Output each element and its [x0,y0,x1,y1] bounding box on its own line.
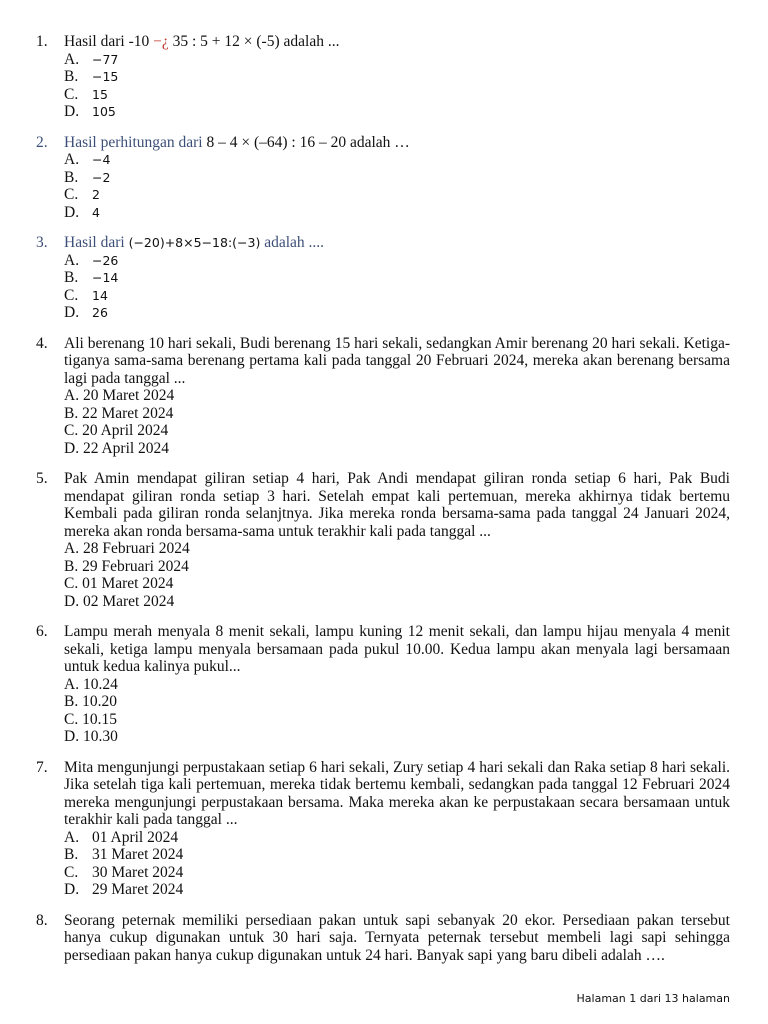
option-b: B. 29 Februari 2024 [64,557,189,575]
question-3 [36,234,730,322]
question-number: 1. [36,33,48,50]
question-4 [36,335,730,458]
option-value: 14 [92,287,108,303]
options-list [64,540,730,610]
option-d [64,304,730,322]
question-7 [36,759,730,899]
question-text-part: Hasil dari [64,234,129,251]
option-a: A. 10.24 [64,675,118,693]
option-value: 4 [92,204,100,220]
question-number: 3. [36,234,48,251]
option-letter: B. [64,846,79,863]
option-value: −77 [92,51,119,67]
question-6 [36,623,730,746]
question-text: Lampu merah menyala 8 menit sekali, lampu kuning 12 menit sekali, dan lampu hijau menyala 4 menit sekali, ketiga lampu menyala bersamaan pada pukul 10.00. Kedua lampu akan menyala lagi bersamaan untuk kedua kalinya pukul... [64,623,730,675]
option-letter: C. [64,863,79,881]
question-text-part: Hasil dari -10 [64,33,154,50]
question-text: Seorang peternak memiliki persediaan pakan untuk sapi sebanyak 20 ekor. Persediaan pakan tersebut hanya cukup digunakan untuk 30 hari saja. Ternyata peternak tersebut membeli lagi sapi sehingga persediaan pakan hanya cukup digunakan untuk 24 hari. Banyak sapi yang baru dibeli adalah …. [64,911,730,964]
option-a: A. 20 Maret 2024 [64,387,175,404]
option-b: B. 10.20 [64,693,117,710]
question-1 [36,33,730,121]
worksheet-page [36,33,730,977]
option-letter: B. [64,269,79,286]
question-math: 8 – 4 × (–64) : 16 – 20 [206,133,347,151]
page-footer: Halaman 1 dari 13 halaman [576,992,730,1005]
option-d: D. 22 April 2024 [64,439,170,457]
option-value: −4 [92,152,111,167]
option-letter: D. [64,203,80,221]
option-c [64,86,730,104]
option-c: C. 10.15 [64,710,117,728]
question-number: 7. [36,758,48,776]
option-a [64,151,730,169]
option-letter: C. [64,286,79,304]
option-b [64,68,730,86]
question-text-part: Hasil perhitungan dari [64,133,207,151]
option-letter: C. [64,85,79,103]
option-value: 30 Maret 2024 [92,863,184,881]
option-b [64,269,730,287]
option-a [64,829,730,847]
option-value: −15 [92,69,119,84]
question-8 [36,912,730,965]
options-list [64,252,730,322]
question-text [64,33,730,51]
question-number: 8. [36,911,48,929]
option-a: A. 28 Februari 2024 [64,540,190,557]
option-c: C. 20 April 2024 [64,422,169,439]
options-list [64,51,730,121]
option-value: 01 April 2024 [92,828,179,846]
option-a [64,252,730,270]
question-text [64,134,730,152]
option-a [64,51,730,69]
option-letter: A. [64,828,80,846]
options-list [64,387,730,457]
option-letter: C. [64,186,79,203]
option-value: −26 [92,252,119,268]
option-d: D. 10.30 [64,728,118,745]
question-text-part: 35 : 5 + 12 × (-5) adalah ... [168,33,340,50]
option-c [64,186,730,204]
option-value: 26 [92,305,108,320]
options-list [64,829,730,899]
option-value: 31 Maret 2024 [92,846,184,863]
option-d [64,103,730,121]
option-value: 15 [92,86,108,102]
option-c [64,287,730,305]
question-text-glitch: −¿ [153,33,169,50]
option-letter: A. [64,50,80,68]
option-value: 2 [92,187,100,202]
question-text: Ali berenang 10 hari sekali, Budi berenang 15 hari sekali, sedangkan Amir berenang 20 hari sekali. Ketiga-tiganya sama-sama berenang pertama kali pada tanggal 20 Februari 2024, mereka akan berenang bersama lagi pada tanggal ... [64,334,730,387]
question-text: Pak Amin mendapat giliran setiap 4 hari, Pak Andi mendapat giliran ronda setiap 6 hari, Pak Budi mendapat giliran ronda setiap 3 hari. Setelah empat kali pertemuan, mereka akhirnya tidak bertemu Kembali pada giliran ronda selanjtnya. Jika mereka ronda bersama-sama pada tanggal 24 Januari 2024, mereka akan ronda bersama-sama untuk terakhir kali pada tanggal ... [64,470,730,540]
question-number: 2. [36,133,48,151]
option-d [64,204,730,222]
question-number: 5. [36,470,48,487]
option-letter: A. [64,251,80,269]
option-d [64,881,730,899]
option-value: 29 Maret 2024 [92,881,184,898]
option-b [64,846,730,864]
question-text [64,234,730,252]
option-letter: B. [64,68,79,85]
question-text: Mita mengunjungi perpustakaan setiap 6 hari sekali, Zury setiap 4 hari sekali dan Raka setiap 8 hari sekali. Jika setelah tiga kali pertemuan, mereka tidak bertemu kembali, sedangkan pada tanggal 12 Februari 2024 mereka mengunjungi perpustakaan bersama. Maka mereka akan ke perpustakaan secara bersamaan untuk terakhir kali pada tanggal ... [64,758,730,828]
option-b: B. 22 Maret 2024 [64,404,174,422]
option-value: −2 [92,169,111,185]
question-5 [36,470,730,610]
question-text-part: adalah .... [260,234,325,251]
question-2 [36,134,730,222]
question-number: 4. [36,334,48,352]
option-letter: B. [64,168,79,186]
option-letter: D. [64,881,80,898]
question-math: (−20)+8×5−18:(−3) [128,235,261,250]
option-value: −14 [92,270,119,285]
option-letter: A. [64,151,80,168]
question-text-part: adalah … [346,133,410,151]
options-list [64,151,730,221]
question-number: 6. [36,623,48,640]
options-list [64,676,730,746]
option-d: D. 02 Maret 2024 [64,592,175,610]
option-c [64,864,730,882]
option-c: C. 01 Maret 2024 [64,575,174,592]
option-letter: D. [64,103,80,120]
option-value: 105 [92,104,116,119]
option-letter: D. [64,304,80,321]
option-b [64,169,730,187]
